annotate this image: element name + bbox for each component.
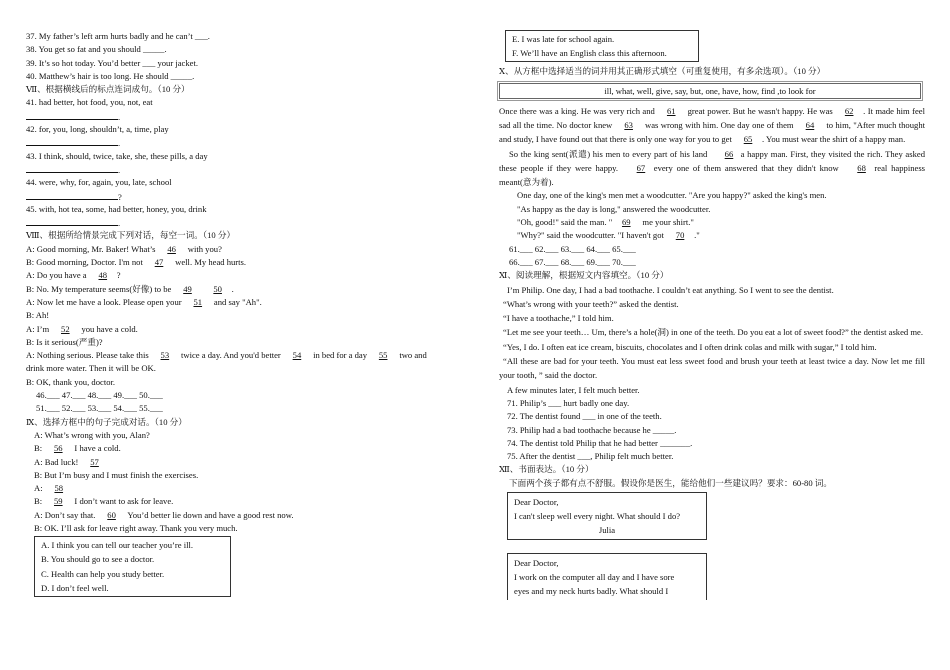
sentence-end-punctuation: . [118, 138, 121, 149]
dialogue-text: with you? [185, 243, 222, 254]
question-line: 71. Philip’s ___ hurt badly one day. [507, 397, 630, 408]
dialogue-text: B: OK, thank you, doctor. [26, 376, 116, 387]
section-9-dialogue [26, 429, 466, 535]
passage-paragraph-1 [499, 104, 925, 147]
dialogue-line [34, 469, 466, 482]
question-line: 45. with, hot tea, some, had better, honey, you, drink [26, 203, 207, 214]
passage-dialogue-line [517, 216, 925, 229]
letter-line: I can't sleep well every night. What should I do? [514, 510, 681, 521]
right-column [499, 30, 925, 600]
answer-blanks-row: 51.___ 52.___ 53.___ 54.___ 55.___ [36, 403, 163, 414]
section-12-description: 下面两个孩子都有点不舒服。假设你是医生，能给他们一些建议吗？要求：60-80 词。 [509, 477, 832, 488]
answer-underline [26, 190, 118, 200]
letter-line: Julia [598, 524, 616, 535]
answer-line [26, 136, 466, 149]
dialogue-text: A: Bad luck! [34, 456, 81, 467]
option-item: B. You should go to see a doctor. [41, 554, 155, 565]
answer-blank: 51 [193, 296, 203, 307]
section-8-dialogue [26, 243, 466, 389]
answer-blank: 47 [154, 257, 164, 268]
question-line: 73. Philip had a bad toothache because he _____. [507, 424, 677, 435]
sentence-end-punctuation: . [118, 218, 121, 229]
passage-text: One day, one of the king's men met a woodcutter. "Are you happy?" asked the king's men. [517, 190, 827, 201]
dialogue-text: B: But I’m busy and I must finish the exercises. [34, 469, 199, 480]
dialogue-text: twice a day. And you'd better [178, 350, 283, 361]
letter-line: eyes and my neck hurts badly. What should I [514, 585, 669, 596]
question-line: 40. Matthew’s hair is too long. He should _____. [26, 70, 195, 81]
passage-dialogue-line [517, 229, 925, 242]
option-item: D. I don’t feel well. [41, 582, 109, 593]
section-10-answer-blanks [499, 243, 925, 270]
answer-blank: 56 [53, 443, 63, 454]
reading-paragraph: “Let me see your teeth… Um, there’s a hole(洞) in one of the teeth. Do you eat a lot of sweet food?” the dentist asked me. [503, 327, 923, 338]
dialogue-text: B: Good morning, Doctor. I'm not [26, 257, 145, 268]
dialogue-text: ? [116, 270, 121, 281]
answer-underline [26, 163, 121, 175]
option-item: E. I was late for school again. [512, 34, 615, 44]
answer-blanks-row: 66.___ 67.___ 68.___ 69.___ 70.___ [509, 256, 636, 267]
letter-line: Dear Doctor, [514, 557, 559, 568]
reading-paragraph: “What’s wrong with your teeth?” asked the dentist. [503, 298, 679, 309]
dialogue-line [34, 509, 466, 522]
answer-blank: 50 [213, 283, 222, 294]
answer-blank: 67 [636, 162, 646, 173]
dialogue-text: well. My head hurts. [173, 257, 247, 268]
dialogue-text: B: [34, 496, 45, 507]
section-8-answer-blanks [26, 389, 466, 416]
option-item: A. I think you can tell our teacher you’re ill. [41, 540, 194, 551]
answer-blank: 49 [183, 283, 192, 294]
letter-second [507, 553, 707, 600]
sentence-end-punctuation: . [118, 111, 121, 122]
dialogue-line [34, 429, 466, 442]
passage-text: great power. But he wasn't happy. He was [685, 105, 836, 116]
passage-text: "As happy as the day is long," answered the woodcutter. [517, 203, 711, 214]
answer-underline [26, 216, 121, 229]
options-box-continued [505, 30, 699, 62]
dialogue-line [34, 482, 466, 495]
sentence-end-punctuation: . [118, 164, 121, 175]
question-line: 38. You get so fat and you should _____. [26, 44, 167, 55]
passage-text: a happy man. First, they visited the rich. They asked these people if they were happy. [499, 148, 925, 173]
option-item: C. Health can help you study better. [41, 568, 165, 579]
dialogue-text: A: Don’t say that. [34, 509, 98, 520]
answer-blank: 48 [98, 270, 108, 281]
dialogue-text: A: Do you have a [26, 270, 89, 281]
dialogue-text: B: OK. I’ll ask for leave right away. Thank you very much. [34, 522, 238, 533]
answer-blank: 66 [724, 148, 734, 159]
dialogue-line [26, 269, 466, 282]
answer-blank: 46 [167, 243, 176, 254]
section-7-items [26, 96, 466, 229]
dialogue-text: B: Ah! [26, 310, 50, 321]
dialogue-text: A: [34, 483, 45, 494]
passage-dialogue-line [517, 189, 925, 202]
dialogue-line [26, 309, 466, 322]
dialogue-text: A: Good morning, Mr. Baker! What’s [26, 243, 158, 254]
dialogue-text: drink more water. Then it will be OK. [26, 363, 156, 374]
reading-paragraph: I’m Philip. One day, I had a bad toothache. I couldn’t eat anything. So I went to see the dentist. [507, 284, 834, 295]
dialogue-line [26, 296, 466, 309]
passage-text: me your shirt." [640, 217, 694, 228]
question-line: 41. had better, hot food, you, not, eat [26, 97, 153, 108]
answer-blank: 60 [107, 509, 116, 520]
section-7-title: Ⅶ、根据横线后的标点连词成句。（10 分） [26, 84, 190, 95]
question-line: 74. The dentist told Philip that he had better _______. [507, 437, 693, 448]
answer-line [26, 163, 466, 176]
reading-paragraph: “Yes, I do. I often eat ice cream, biscuits, chocolates and I often drink colas and milk with sugar,” I told him. [503, 341, 877, 352]
answer-blank: 54 [292, 350, 302, 361]
dialogue-line [26, 256, 466, 269]
passage-text: to him, "After much thought and study, I have found out that there is only one way for you to get [499, 119, 926, 145]
answer-blank: 57 [90, 456, 99, 467]
letter-line: I work on the computer all day and I have sore [514, 571, 675, 582]
dialogue-line [26, 243, 466, 256]
passage-text: So the king sent(派遣) his men to every part of his land [509, 148, 710, 159]
passage-text: real happiness meant(意为着). [499, 162, 926, 188]
dialogue-text: B: [34, 443, 45, 454]
dialogue-line [26, 283, 466, 296]
question-line: 37. My father’s left arm hurts badly and he can’t ___. [26, 31, 210, 41]
answer-line [26, 216, 466, 229]
dialogue-text: A: What’s wrong with you, Alan? [34, 429, 150, 440]
left-column [26, 30, 466, 597]
section-12-title: Ⅻ、书面表达。（10 分） [499, 464, 594, 475]
answer-blanks-row: 61.___ 62.___ 63.___ 64.___ 65.___ [509, 243, 636, 254]
question-line: 72. The dentist found ___ in one of the teeth. [507, 411, 662, 422]
passage-dialogue-line [517, 203, 925, 216]
passage-dialogue [499, 189, 925, 242]
dialogue-text: B: Is it serious(严重)? [26, 336, 103, 347]
dialogue-text: B: No. My temperature seems(好像) to be [26, 283, 174, 294]
sentence-end-punctuation: ? [118, 191, 122, 202]
dialogue-line [34, 495, 466, 508]
passage-text: "Why?" said the woodcutter. "I haven't got [517, 230, 667, 241]
section-9-options-box [34, 536, 231, 597]
dialogue-line [34, 456, 466, 469]
dialogue-line [26, 336, 466, 349]
answer-underline [26, 136, 121, 149]
answer-blank: 52 [61, 323, 70, 334]
dialogue-text: two and [397, 350, 427, 361]
dialogue-text: A: I’m [26, 323, 52, 334]
passage-paragraph-2 [499, 147, 925, 190]
reading-paragraph: “I have a toothache,” I told him. [503, 313, 614, 324]
question-line: 39. It’s so hot today. You’d better ___ your jacket. [26, 57, 199, 68]
passage-text: "Oh, good!" said the man. " [517, 217, 613, 228]
dialogue-text: you have a cold. [79, 323, 138, 334]
answer-blank: 64 [805, 119, 815, 130]
section-11-questions [499, 397, 925, 463]
question-line: 42. for, you, long, shouldn’t, a, time, play [26, 124, 169, 135]
dialogue-line [34, 522, 466, 535]
previous-exercise-lines [26, 30, 466, 83]
answer-line [26, 110, 466, 123]
answer-blank: 69 [621, 217, 631, 228]
dialogue-text: I have a cold. [72, 443, 121, 454]
dialogue-line [26, 323, 466, 336]
question-line: 44. were, why, for, again, you, late, school [26, 177, 172, 188]
answer-underline [26, 110, 121, 122]
passage-text: Once there was a king. He was very rich and [499, 105, 658, 116]
dialogue-line [34, 442, 466, 455]
answer-blank: 55 [378, 350, 388, 361]
section-11-title: Ⅺ、阅读理解，根据短文内容填空。（10 分） [499, 270, 669, 281]
section-9-title: Ⅸ、选择方框中的句子完成对话。（10 分） [26, 416, 187, 427]
answer-blank: 63 [624, 119, 633, 130]
dialogue-line [26, 349, 466, 362]
dialogue-line [26, 376, 466, 389]
passage-text: was wrong with him. One day one of them [642, 119, 796, 130]
answer-blank: 70 [675, 230, 685, 241]
passage-text: . You must wear the shirt of a happy man. [762, 134, 906, 145]
passage-text: every one of them answered that they didn't know [649, 162, 843, 173]
passage-text: ." [694, 230, 700, 241]
dialogue-text: and say "Ah". [211, 296, 262, 307]
reading-paragraph: A few minutes later, I felt much better. [507, 384, 640, 395]
answer-blanks-row: 46.___ 47.___ 48.___ 49.___ 50.___ [36, 390, 163, 401]
reading-paragraph: “All these are bad for your teeth. You must eat less sweet food and brush your teeth at least twice a day. Now let me fill your tooth, ” said the doctor. [499, 356, 925, 381]
answer-blank: 61 [666, 105, 676, 116]
reading-passage [499, 283, 925, 397]
dialogue-text: A: Nothing serious. Please take this [26, 350, 151, 361]
dialogue-text: A: Now let me have a look. Please open your [26, 296, 184, 307]
dialogue-text: . [231, 283, 234, 294]
answer-line [26, 190, 466, 203]
answer-blank: 58 [54, 483, 64, 494]
question-line: 75. After the dentist ___, Philip felt much better. [507, 451, 674, 462]
letter-line: Dear Doctor, [514, 496, 559, 507]
dialogue-text: in bed for a day [310, 350, 370, 361]
passage-text: . It made him feel sad all the time. No doctor knew [499, 105, 925, 130]
section-8-title: Ⅷ、根据所给情景完成下列对话，每空一词。（10 分） [26, 230, 236, 241]
answer-blank: 59 [53, 496, 63, 507]
section-10-title: Ⅹ、从方框中选择适当的词并用其正确形式填空（可重复使用，有多余选项）。（10 分） [499, 66, 826, 77]
letter-julia [507, 492, 707, 540]
option-item: F. We’ll have an English class this afternoon. [512, 48, 667, 59]
question-line: 43. I think, should, twice, take, she, these pills, a day [26, 150, 208, 161]
dialogue-text: You’d better lie down and have a good rest now. [125, 509, 294, 520]
answer-blank: 65 [743, 134, 753, 145]
dialogue-text: I don’t want to ask for leave. [72, 496, 174, 507]
word-bank-box: ill, what, well, give, say, but, one, have, how, find ,to look for [499, 83, 921, 99]
answer-blank: 53 [160, 350, 170, 361]
answer-blank: 68 [857, 162, 866, 173]
answer-blank: 62 [844, 105, 854, 116]
dialogue-line [26, 362, 466, 375]
